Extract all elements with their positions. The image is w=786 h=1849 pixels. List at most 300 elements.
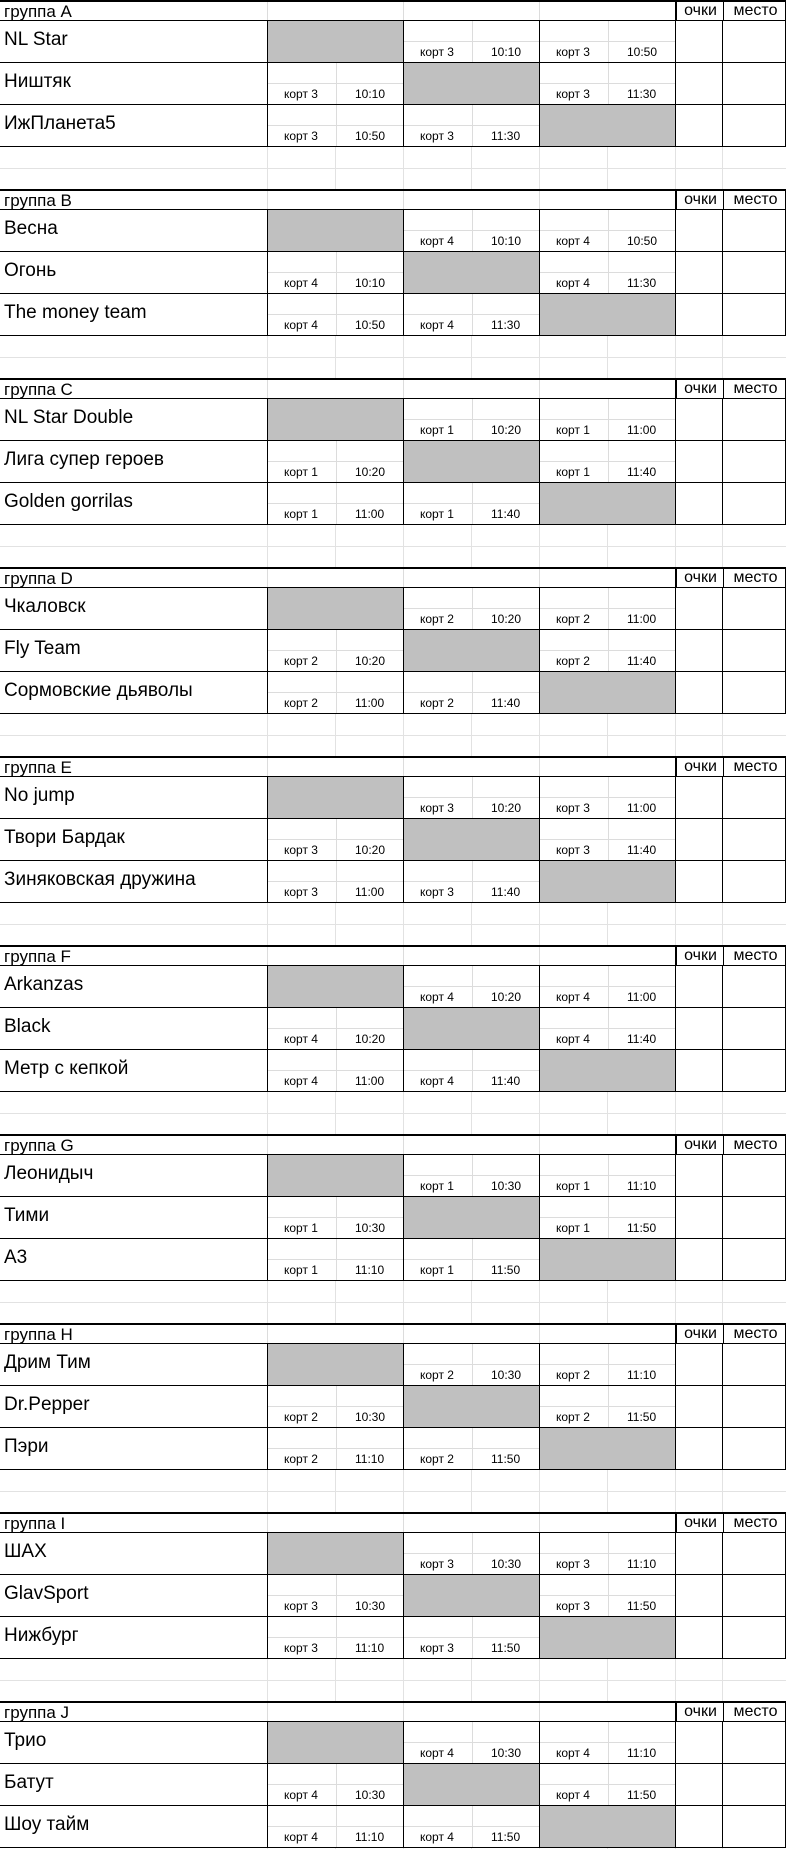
match-cell[interactable] — [540, 819, 676, 861]
place-cell[interactable] — [723, 1344, 786, 1386]
match-cell[interactable] — [540, 441, 676, 483]
team-name-cell[interactable] — [0, 21, 268, 63]
team-name-cell[interactable] — [0, 1722, 268, 1764]
gap-gridline — [539, 1281, 540, 1323]
match-cell[interactable] — [404, 672, 540, 714]
match-cell[interactable] — [404, 1722, 540, 1764]
team-name: NL Star Double — [4, 407, 134, 428]
place-cell[interactable] — [723, 21, 786, 63]
team-name: No jump — [4, 785, 75, 806]
team-name-cell[interactable] — [0, 1533, 268, 1575]
gap-gridline — [403, 714, 404, 756]
gap-gridline — [0, 357, 786, 358]
cell-gridline — [472, 588, 473, 629]
points-cell[interactable] — [676, 630, 723, 672]
gap-gridline — [607, 525, 608, 567]
points-cell[interactable] — [676, 63, 723, 105]
gap-gridline — [539, 147, 540, 189]
match-cell[interactable] — [268, 1617, 404, 1659]
match-cell[interactable] — [268, 1764, 404, 1806]
match-time: 10:50 — [627, 234, 658, 248]
match-court: корт 4 — [420, 990, 454, 1004]
match-cell[interactable] — [268, 672, 404, 714]
match-cell[interactable] — [268, 1008, 404, 1050]
match-cell[interactable] — [540, 63, 676, 105]
match-time: 11:00 — [355, 1074, 385, 1088]
team-name-cell[interactable] — [0, 1344, 268, 1386]
cell-gridline — [336, 1050, 337, 1091]
points-cell[interactable] — [676, 441, 723, 483]
match-court: корт 3 — [420, 129, 454, 143]
match-cell[interactable] — [404, 1155, 540, 1197]
header-divider — [539, 947, 540, 965]
team-name-cell[interactable] — [0, 1575, 268, 1617]
gap-gridline — [722, 903, 723, 945]
gap-gridline — [539, 336, 540, 378]
match-court: корт 4 — [556, 1788, 590, 1802]
team-name-cell[interactable] — [0, 252, 268, 294]
group-block — [0, 378, 786, 525]
match-cell[interactable] — [268, 1428, 404, 1470]
match-court: корт 2 — [420, 612, 454, 626]
cell-gridline — [336, 861, 337, 902]
place-header: место — [723, 1325, 786, 1343]
match-time: 11:50 — [491, 1452, 521, 1466]
place-cell[interactable] — [723, 1050, 786, 1092]
points-cell[interactable] — [676, 819, 723, 861]
match-time: 11:00 — [627, 990, 657, 1004]
match-cell[interactable] — [268, 1386, 404, 1428]
gap-gridline — [607, 147, 608, 189]
place-cell[interactable] — [723, 672, 786, 714]
gap-gridline — [675, 336, 676, 378]
self-match-cell — [404, 819, 540, 861]
gap-gridline — [675, 714, 676, 756]
match-cell[interactable] — [404, 588, 540, 630]
cell-gridline — [608, 1722, 609, 1763]
match-cell[interactable] — [540, 1155, 676, 1197]
team-row — [0, 1764, 786, 1806]
match-cell[interactable] — [540, 1764, 676, 1806]
self-match-cell — [268, 1344, 404, 1386]
match-time: 10:30 — [355, 1788, 386, 1802]
match-cell[interactable] — [540, 1344, 676, 1386]
place-cell[interactable] — [723, 1806, 786, 1848]
place-cell[interactable] — [723, 63, 786, 105]
team-name-cell[interactable] — [0, 210, 268, 252]
gap-gridline — [722, 1281, 723, 1323]
match-cell[interactable] — [404, 483, 540, 525]
match-time: 11:40 — [491, 885, 521, 899]
gap-gridline — [675, 147, 676, 189]
match-court: корт 3 — [556, 1599, 590, 1613]
group-label: группа E — [4, 758, 72, 777]
header-divider — [675, 380, 676, 398]
spreadsheet-gap — [0, 147, 786, 189]
match-cell[interactable] — [268, 861, 404, 903]
place-cell[interactable] — [723, 1533, 786, 1575]
place-cell[interactable] — [723, 1386, 786, 1428]
gap-gridline — [471, 903, 472, 945]
team-name: Шоу тайм — [4, 1814, 90, 1835]
match-cell[interactable] — [268, 441, 404, 483]
match-cell[interactable] — [540, 399, 676, 441]
place-cell[interactable] — [723, 630, 786, 672]
points-cell[interactable] — [676, 252, 723, 294]
team-row — [0, 252, 786, 294]
place-cell[interactable] — [723, 1722, 786, 1764]
match-cell[interactable] — [540, 210, 676, 252]
match-cell[interactable] — [540, 1197, 676, 1239]
place-cell[interactable] — [723, 1428, 786, 1470]
team-name-cell[interactable] — [0, 819, 268, 861]
place-cell[interactable] — [723, 483, 786, 525]
points-cell[interactable] — [676, 210, 723, 252]
place-cell[interactable] — [723, 1617, 786, 1659]
cell-gridline — [472, 1533, 473, 1574]
team-name-cell[interactable] — [0, 1428, 268, 1470]
match-time: 11:00 — [355, 696, 385, 710]
match-cell[interactable] — [268, 630, 404, 672]
team-name-cell[interactable] — [0, 63, 268, 105]
place-cell[interactable] — [723, 1155, 786, 1197]
match-cell[interactable] — [268, 1806, 404, 1848]
team-name: Тими — [4, 1205, 50, 1226]
place-cell[interactable] — [723, 1008, 786, 1050]
match-court: корт 3 — [556, 1557, 590, 1571]
team-row — [0, 1575, 786, 1617]
match-court: корт 4 — [556, 1032, 590, 1046]
self-match-cell — [268, 21, 404, 63]
match-court: корт 4 — [420, 234, 454, 248]
points-header: очки — [676, 1703, 724, 1721]
gap-gridline — [722, 147, 723, 189]
match-time: 11:50 — [491, 1830, 521, 1844]
team-name-cell[interactable] — [0, 1386, 268, 1428]
self-match-cell — [268, 210, 404, 252]
self-match-cell — [268, 1155, 404, 1197]
cell-gridline — [608, 252, 609, 293]
team-name-cell[interactable] — [0, 1806, 268, 1848]
header-divider — [675, 1703, 676, 1721]
place-header: место — [723, 380, 786, 398]
match-court: корт 2 — [284, 1452, 318, 1466]
place-cell[interactable] — [723, 294, 786, 336]
header-divider — [403, 1514, 404, 1532]
header-divider — [675, 1136, 676, 1154]
match-cell[interactable] — [540, 252, 676, 294]
gap-gridline — [403, 1470, 404, 1512]
team-row — [0, 105, 786, 147]
gap-gridline — [335, 525, 336, 567]
match-cell[interactable] — [404, 1428, 540, 1470]
match-time: 11:50 — [627, 1410, 657, 1424]
group-header — [0, 945, 786, 966]
place-cell[interactable] — [723, 1575, 786, 1617]
team-row — [0, 63, 786, 105]
match-court: корт 1 — [420, 1263, 454, 1277]
team-name-cell[interactable] — [0, 630, 268, 672]
match-time: 10:10 — [355, 87, 386, 101]
gap-gridline — [0, 735, 786, 736]
points-cell[interactable] — [676, 588, 723, 630]
match-cell[interactable] — [540, 1722, 676, 1764]
place-cell[interactable] — [723, 210, 786, 252]
place-cell[interactable] — [723, 1764, 786, 1806]
place-header: место — [723, 569, 786, 587]
spreadsheet-gap — [0, 1281, 786, 1323]
team-row — [0, 1050, 786, 1092]
points-cell[interactable] — [676, 861, 723, 903]
match-court: корт 2 — [420, 1452, 454, 1466]
team-name: Fly Team — [4, 638, 81, 659]
cell-gridline — [472, 105, 473, 146]
self-match-cell — [268, 966, 404, 1008]
match-time: 11:50 — [627, 1221, 657, 1235]
match-cell[interactable] — [404, 1050, 540, 1092]
team-name-cell[interactable] — [0, 1764, 268, 1806]
match-cell[interactable] — [404, 399, 540, 441]
match-cell[interactable] — [268, 105, 404, 147]
points-cell[interactable] — [676, 294, 723, 336]
team-name-cell[interactable] — [0, 777, 268, 819]
header-divider — [403, 2, 404, 20]
points-cell[interactable] — [676, 1239, 723, 1281]
place-header: место — [723, 1514, 786, 1532]
match-time: 11:00 — [627, 801, 657, 815]
match-cell[interactable] — [404, 1239, 540, 1281]
match-cell[interactable] — [540, 588, 676, 630]
match-cell[interactable] — [268, 63, 404, 105]
gap-gridline — [607, 714, 608, 756]
points-cell[interactable] — [676, 1722, 723, 1764]
match-time: 11:40 — [627, 1032, 657, 1046]
points-cell[interactable] — [676, 21, 723, 63]
place-cell[interactable] — [723, 1239, 786, 1281]
points-cell[interactable] — [676, 105, 723, 147]
team-name-cell[interactable] — [0, 1155, 268, 1197]
self-match-cell — [268, 588, 404, 630]
match-time: 10:20 — [491, 612, 522, 626]
gap-gridline — [607, 1092, 608, 1134]
team-row — [0, 21, 786, 63]
place-cell[interactable] — [723, 105, 786, 147]
group-header — [0, 189, 786, 210]
gap-gridline — [267, 1470, 268, 1512]
team-name-cell[interactable] — [0, 399, 268, 441]
match-cell[interactable] — [404, 294, 540, 336]
match-cell[interactable] — [268, 1197, 404, 1239]
points-header: очки — [676, 947, 724, 965]
points-cell[interactable] — [676, 1575, 723, 1617]
gap-gridline — [267, 147, 268, 189]
gap-gridline — [539, 1470, 540, 1512]
gap-gridline — [267, 903, 268, 945]
group-header — [0, 1701, 786, 1722]
team-name-cell[interactable] — [0, 1239, 268, 1281]
cell-gridline — [608, 1008, 609, 1049]
self-match-cell — [404, 1575, 540, 1617]
team-name-cell[interactable] — [0, 588, 268, 630]
match-court: корт 2 — [284, 654, 318, 668]
points-cell[interactable] — [676, 399, 723, 441]
match-cell[interactable] — [404, 777, 540, 819]
gap-gridline — [403, 1281, 404, 1323]
match-cell[interactable] — [404, 1617, 540, 1659]
self-match-cell — [404, 1197, 540, 1239]
self-match-cell — [540, 672, 676, 714]
points-cell[interactable] — [676, 1197, 723, 1239]
team-name-cell[interactable] — [0, 1617, 268, 1659]
match-cell[interactable] — [540, 1386, 676, 1428]
cell-gridline — [608, 1197, 609, 1238]
match-cell[interactable] — [268, 1239, 404, 1281]
match-time: 11:50 — [491, 1263, 521, 1277]
match-court: корт 3 — [420, 45, 454, 59]
points-cell[interactable] — [676, 1008, 723, 1050]
team-name-cell[interactable] — [0, 1050, 268, 1092]
match-cell[interactable] — [268, 294, 404, 336]
points-cell[interactable] — [676, 777, 723, 819]
cell-gridline — [608, 1764, 609, 1805]
points-cell[interactable] — [676, 483, 723, 525]
match-cell[interactable] — [540, 966, 676, 1008]
points-cell[interactable] — [676, 1386, 723, 1428]
gap-gridline — [675, 903, 676, 945]
team-name-cell[interactable] — [0, 441, 268, 483]
gap-gridline — [722, 525, 723, 567]
match-time: 10:20 — [491, 990, 522, 1004]
group-block — [0, 1512, 786, 1659]
match-time: 11:40 — [491, 696, 521, 710]
match-cell[interactable] — [268, 819, 404, 861]
gap-gridline — [403, 147, 404, 189]
match-time: 11:40 — [627, 654, 657, 668]
match-cell[interactable] — [268, 252, 404, 294]
match-cell[interactable] — [540, 630, 676, 672]
match-cell[interactable] — [404, 105, 540, 147]
points-cell[interactable] — [676, 1533, 723, 1575]
place-cell[interactable] — [723, 1197, 786, 1239]
place-cell[interactable] — [723, 966, 786, 1008]
gap-gridline — [539, 1092, 540, 1134]
team-name-cell[interactable] — [0, 483, 268, 525]
match-cell[interactable] — [540, 21, 676, 63]
match-cell[interactable] — [404, 21, 540, 63]
match-time: 10:20 — [355, 1032, 386, 1046]
header-divider — [267, 1325, 268, 1343]
cell-gridline — [336, 63, 337, 104]
header-divider — [403, 947, 404, 965]
match-court: корт 3 — [284, 885, 318, 899]
header-divider — [403, 1325, 404, 1343]
match-cell[interactable] — [404, 1533, 540, 1575]
match-time: 10:30 — [491, 1746, 522, 1760]
points-cell[interactable] — [676, 1764, 723, 1806]
gap-gridline — [335, 1281, 336, 1323]
header-divider — [675, 2, 676, 20]
match-cell[interactable] — [540, 1008, 676, 1050]
match-time: 11:00 — [627, 423, 657, 437]
match-cell[interactable] — [540, 777, 676, 819]
team-name-cell[interactable] — [0, 1008, 268, 1050]
cell-gridline — [608, 63, 609, 104]
match-cell[interactable] — [404, 1806, 540, 1848]
match-court: корт 3 — [556, 801, 590, 815]
place-cell[interactable] — [723, 819, 786, 861]
self-match-cell — [540, 1617, 676, 1659]
points-cell[interactable] — [676, 1050, 723, 1092]
points-cell[interactable] — [676, 672, 723, 714]
cell-gridline — [336, 1008, 337, 1049]
match-cell[interactable] — [404, 210, 540, 252]
match-cell[interactable] — [268, 1050, 404, 1092]
points-cell[interactable] — [676, 1428, 723, 1470]
cell-gridline — [336, 1575, 337, 1616]
match-time: 11:00 — [627, 612, 657, 626]
match-time: 11:30 — [491, 129, 521, 143]
match-cell[interactable] — [540, 1575, 676, 1617]
place-cell[interactable] — [723, 777, 786, 819]
team-name-cell[interactable] — [0, 294, 268, 336]
gap-gridline — [335, 903, 336, 945]
place-cell[interactable] — [723, 252, 786, 294]
match-court: корт 3 — [284, 1641, 318, 1655]
team-name: Black — [4, 1016, 51, 1037]
points-cell[interactable] — [676, 1617, 723, 1659]
match-time: 11:10 — [355, 1830, 385, 1844]
match-court: корт 2 — [556, 654, 590, 668]
cell-gridline — [608, 399, 609, 440]
match-court: корт 4 — [420, 1074, 454, 1088]
points-cell[interactable] — [676, 1155, 723, 1197]
team-name-cell[interactable] — [0, 1197, 268, 1239]
points-header: очки — [676, 380, 724, 398]
place-cell[interactable] — [723, 441, 786, 483]
match-time: 11:50 — [627, 1599, 657, 1613]
match-court: корт 3 — [284, 87, 318, 101]
team-name-cell[interactable] — [0, 672, 268, 714]
place-cell[interactable] — [723, 399, 786, 441]
gap-gridline — [722, 714, 723, 756]
points-cell[interactable] — [676, 1806, 723, 1848]
match-time: 10:20 — [491, 423, 522, 437]
team-name-cell[interactable] — [0, 966, 268, 1008]
match-cell[interactable] — [404, 1344, 540, 1386]
place-cell[interactable] — [723, 861, 786, 903]
points-cell[interactable] — [676, 966, 723, 1008]
match-cell[interactable] — [404, 966, 540, 1008]
team-name: Сормовские дьяволы — [4, 680, 193, 701]
header-divider — [267, 2, 268, 20]
match-time: 10:50 — [355, 129, 386, 143]
match-cell[interactable] — [268, 1575, 404, 1617]
header-divider — [539, 758, 540, 776]
match-cell[interactable] — [540, 1533, 676, 1575]
match-court: корт 4 — [556, 990, 590, 1004]
match-cell[interactable] — [404, 861, 540, 903]
gap-gridline — [539, 525, 540, 567]
gap-gridline — [471, 525, 472, 567]
self-match-cell — [268, 399, 404, 441]
team-name-cell[interactable] — [0, 861, 268, 903]
match-cell[interactable] — [268, 483, 404, 525]
team-name-cell[interactable] — [0, 105, 268, 147]
header-divider — [675, 191, 676, 209]
place-cell[interactable] — [723, 588, 786, 630]
match-time: 11:50 — [627, 1788, 657, 1802]
points-cell[interactable] — [676, 1344, 723, 1386]
